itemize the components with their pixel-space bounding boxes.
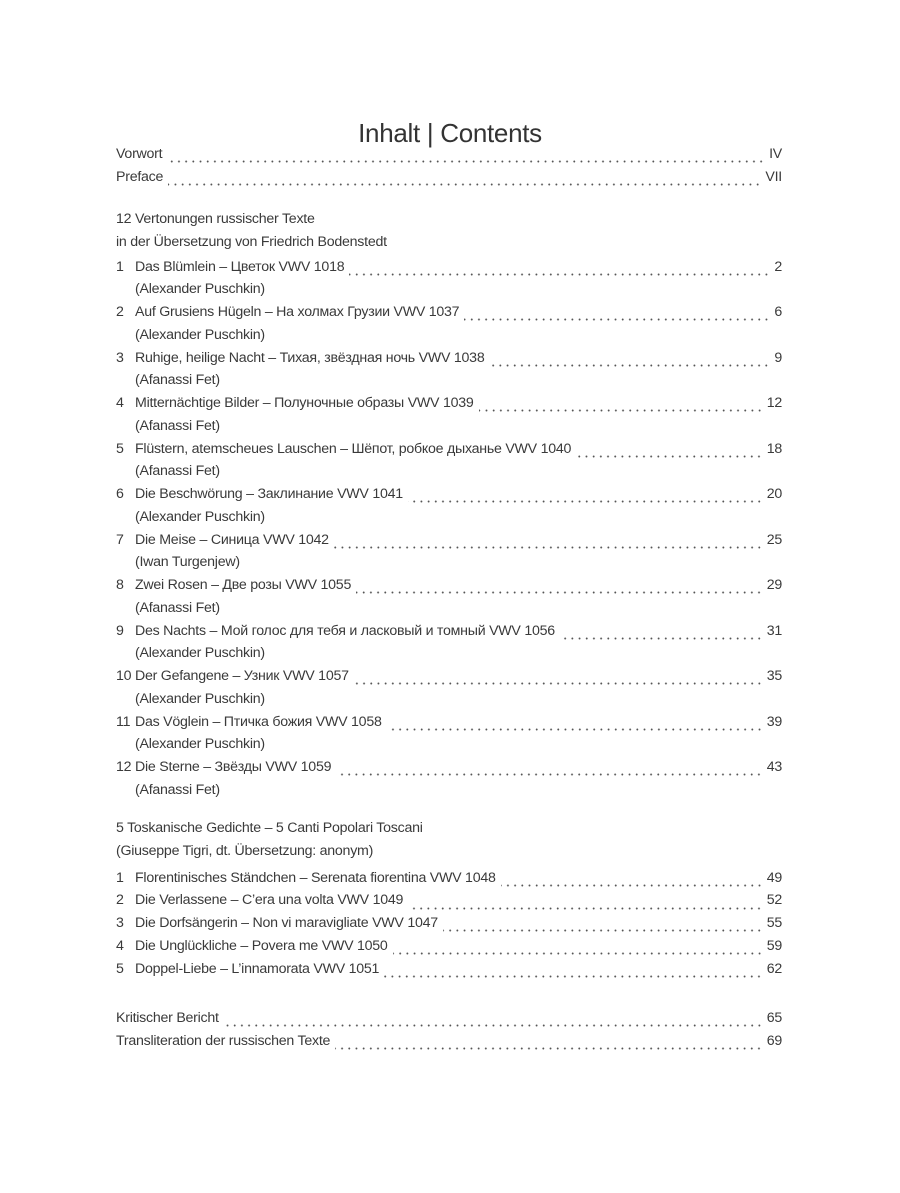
dot-leader	[464, 311, 770, 321]
page-number: 59	[766, 937, 782, 954]
toc-entry[interactable]	[116, 912, 782, 935]
toc-entry-kritischer-bericht[interactable]	[116, 1007, 782, 1030]
dot-leader	[224, 1017, 763, 1027]
entry-title: Die Unglückliche – Povera me VWV 1050	[135, 937, 388, 954]
entry-title: Des Nachts – Мой голос для тебя и ласковый и томный VWV 1056	[135, 622, 555, 639]
entry-number: 9	[116, 622, 124, 639]
dot-leader	[335, 1040, 763, 1050]
entry-author: (Alexander Puschkin)	[135, 690, 265, 707]
page-number: VII	[765, 168, 782, 185]
entry-title: Die Dorfsängerin – Non vi maravigliate VWV 1047	[135, 915, 438, 931]
toc-entry[interactable]	[116, 574, 782, 620]
entry-number: 10	[116, 668, 132, 684]
page-number: 35	[766, 668, 782, 684]
entry-title: Die Beschwörung – Заклинание VWV 1041	[135, 486, 403, 502]
entry-title: Auf Grusiens Hügeln – На холмах Грузии VWV 1037	[135, 304, 460, 320]
entry-number: 4	[116, 937, 124, 954]
dot-leader	[479, 402, 763, 412]
entry-author: (Alexander Puschkin)	[135, 736, 265, 753]
page-title: Inhalt | Contents	[358, 118, 542, 149]
entry-title: Florentinisches Ständchen – Serenata fiorentina VWV 1048	[135, 869, 496, 886]
toc-entry[interactable]	[116, 347, 782, 393]
dot-leader	[349, 266, 770, 276]
entry-title: Der Gefangene – Узник VWV 1057	[135, 668, 349, 684]
page-number: 55	[766, 915, 782, 931]
page-number: 6	[774, 304, 782, 320]
page-number: 65	[766, 1010, 782, 1026]
toc-entry[interactable]	[116, 867, 782, 890]
toc-entry[interactable]	[116, 438, 782, 484]
page-number: 20	[766, 486, 782, 502]
toc-entry[interactable]	[116, 256, 782, 302]
toc-entry[interactable]	[116, 620, 782, 666]
page-number: 49	[766, 869, 782, 886]
entry-number: 6	[116, 486, 124, 502]
entry-number: 2	[116, 304, 124, 320]
dot-leader	[408, 900, 763, 910]
dot-leader	[334, 539, 763, 549]
toc-entry[interactable]	[116, 958, 782, 981]
page-number: 62	[766, 960, 782, 977]
entry-title: Ruhige, heilige Nacht – Тихая, звёздная ночь VWV 1038	[135, 349, 485, 366]
entry-label: Kritischer Bericht	[116, 1010, 219, 1026]
toc-entry[interactable]	[116, 301, 782, 347]
entry-title: Flüstern, atemscheues Lauschen – Шёпот, робкое дыханье VWV 1040	[135, 440, 572, 457]
section-subheading: (Giuseppe Tigri, dt. Übersetzung: anonym)	[116, 842, 374, 859]
page-number: 9	[774, 349, 782, 366]
entry-number: 1	[116, 258, 124, 275]
page-number: 2	[774, 258, 782, 275]
front-matter	[116, 143, 782, 189]
page-number: 12	[766, 395, 782, 411]
entry-title: Die Meise – Синица VWV 1042	[135, 531, 329, 548]
entry-number: 3	[116, 349, 124, 366]
page-number: 52	[766, 892, 782, 909]
toc-entry[interactable]	[116, 665, 782, 711]
page-number: 25	[766, 531, 782, 548]
entry-author: (Afanassi Fet)	[135, 599, 220, 616]
toc-entry-preface[interactable]	[116, 166, 782, 189]
toc-entry[interactable]	[116, 483, 782, 529]
entry-author: (Afanassi Fet)	[135, 372, 220, 389]
page-number: IV	[769, 146, 782, 162]
entry-title: Zwei Rosen – Две розы VWV 1055	[135, 577, 352, 593]
dot-leader	[354, 675, 763, 685]
dot-leader	[408, 493, 763, 503]
entry-title: Doppel-Liebe – L’innamorata VWV 1051	[135, 960, 380, 977]
russian-section	[116, 208, 782, 802]
page-number: 43	[766, 759, 782, 775]
toc-entry[interactable]	[116, 935, 782, 958]
dot-leader	[501, 877, 763, 887]
entry-label: Transliteration der russischen Texte	[116, 1032, 331, 1049]
section-subheading: in der Übersetzung von Friedrich Bodenstedt	[116, 233, 387, 250]
dot-leader	[336, 766, 762, 776]
entry-title: Die Sterne – Звёзды VWV 1059	[135, 759, 332, 775]
dot-leader	[384, 968, 763, 978]
entry-author: (Alexander Puschkin)	[135, 508, 265, 525]
entry-number: 4	[116, 395, 124, 411]
page-number: 39	[766, 713, 782, 730]
toc-entry[interactable]	[116, 711, 782, 757]
entry-author: (Alexander Puschkin)	[135, 645, 265, 662]
entry-title: Mitternächtige Bilder – Полуночные образы VWV 1039	[135, 395, 474, 411]
page-number: 69	[766, 1032, 782, 1049]
entry-author: (Iwan Turgenjew)	[135, 554, 240, 571]
entry-number: 1	[116, 869, 124, 886]
entry-label: Preface	[116, 168, 164, 185]
entry-number: 3	[116, 915, 124, 931]
dot-leader	[356, 584, 763, 594]
back-matter	[116, 1007, 782, 1053]
dot-leader	[576, 448, 763, 458]
entry-number: 11	[116, 713, 131, 730]
dot-leader	[168, 176, 761, 186]
toc-entry[interactable]	[116, 889, 782, 912]
entry-author: (Afanassi Fet)	[135, 463, 220, 480]
dot-leader	[443, 922, 763, 932]
dot-leader	[167, 153, 765, 163]
section-heading: 5 Toskanische Gedichte – 5 Canti Popolari Toscani	[116, 820, 423, 836]
entry-author: (Afanassi Fet)	[135, 781, 220, 798]
page-number: 29	[766, 577, 782, 593]
entry-number: 5	[116, 960, 124, 977]
entry-author: (Alexander Puschkin)	[135, 281, 265, 298]
entry-number: 7	[116, 531, 124, 548]
entry-title: Das Vöglein – Птичка божия VWV 1058	[135, 713, 382, 730]
toc-entry-transliteration[interactable]	[116, 1030, 782, 1053]
entry-number: 2	[116, 892, 124, 909]
entry-title: Die Verlassene – C’era una volta VWV 1049	[135, 892, 404, 909]
dot-leader	[489, 357, 770, 367]
dot-leader	[560, 630, 763, 640]
page-number: 31	[766, 622, 782, 639]
section-heading: 12 Vertonungen russischer Texte	[116, 211, 315, 227]
dot-leader	[387, 721, 763, 731]
entry-author: (Alexander Puschkin)	[135, 326, 265, 343]
toc-entry[interactable]	[116, 529, 782, 575]
toc-entry[interactable]	[116, 756, 782, 802]
entry-title: Das Blümlein – Цветок VWV 1018	[135, 258, 345, 275]
entry-label: Vorwort	[116, 146, 163, 162]
entry-number: 12	[116, 759, 132, 775]
tuscan-section	[116, 817, 782, 980]
dot-leader	[393, 945, 763, 955]
page-number: 18	[766, 440, 782, 457]
entry-number: 5	[116, 440, 124, 457]
entry-number: 8	[116, 577, 124, 593]
toc-entry[interactable]	[116, 392, 782, 438]
toc-entry-vorwort[interactable]	[116, 143, 782, 166]
entry-author: (Afanassi Fet)	[135, 417, 220, 434]
